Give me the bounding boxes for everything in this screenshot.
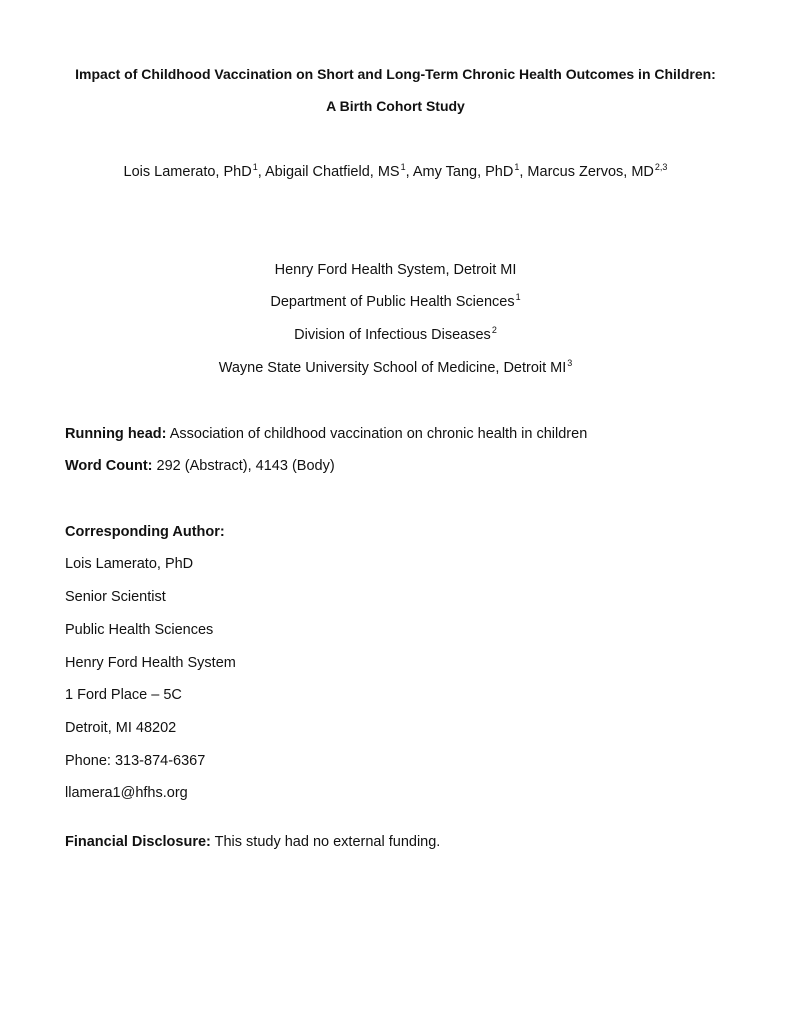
affiliation-division-infectious: Division of Infectious Diseases$^2$ [294, 325, 497, 343]
corresponding-author-heading: Corresponding Author: [65, 524, 225, 540]
word-count-label: Word Count: [65, 458, 153, 474]
financial-disclosure [65, 834, 440, 850]
affiliation-institution: Henry Ford Health System, Detroit MI [274, 262, 517, 278]
corresponding-author-department: Public Health Sciences [65, 622, 214, 638]
author-3: Amy Tang, PhD$^1$, [412, 162, 528, 180]
corresponding-author-address-city: Detroit, MI 48202 [65, 720, 177, 736]
author-4: Marcus Zervos, MD$^{2,3}$ [527, 162, 668, 180]
author-2: Abigail Chatfield, $MS^1$, [264, 162, 413, 180]
corresponding-author-address-street: 1 Ford Place – 5C [65, 687, 182, 703]
corresponding-author-organization: Henry Ford Health System [65, 655, 236, 671]
word-count [65, 458, 335, 474]
title-line-2: A Birth Cohort Study [326, 98, 465, 114]
running-head-value: Association of childhood vaccination on chronic health in children [166, 426, 588, 442]
title-line-1: Impact of Childhood Vaccination on Short and Long-Term Chronic Health Outcomes in Children: [75, 66, 716, 82]
word-count-value: 292 (Abstract), 4143 (Body) [152, 458, 335, 474]
affiliation-wayne-state: Wayne State University School of Medicine, Detroit $MI^3$ [218, 358, 573, 376]
corresponding-author-email: llamera1@hfhs.org [65, 785, 188, 801]
running-head-label: Running head: [65, 426, 167, 442]
affiliation-dept-public-health: Department of Public Health Sciences$^1$ [270, 292, 521, 310]
financial-disclosure-value: This study had no external funding. [210, 834, 441, 850]
author-1: Lois Lamerato, PhD$^1$, [123, 162, 265, 180]
corresponding-author-phone: Phone: 313-874-6367 [65, 753, 206, 769]
financial-disclosure-label: Financial Disclosure: [65, 834, 211, 850]
corresponding-author-name: Lois Lamerato, PhD [65, 556, 194, 572]
corresponding-author-position: Senior Scientist [65, 589, 166, 605]
author-list [0, 164, 791, 180]
running-head [65, 426, 587, 442]
